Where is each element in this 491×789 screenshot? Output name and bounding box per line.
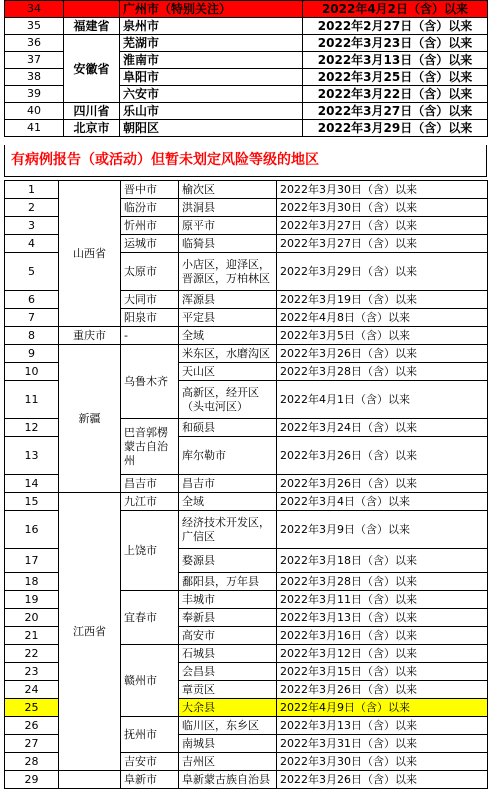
row-number: 28 [5,753,59,771]
date-cell: 2022年3月25日（含）以来 [303,69,488,86]
row-number: 5 [5,253,59,291]
city-cell: 广州市（特别关注） [120,1,303,18]
date-cell: 2022年3月26日（含）以来 [277,437,488,475]
row-number: 38 [5,69,64,86]
row-number: 12 [5,419,59,437]
city-cell: 淮南市 [120,52,303,69]
district-cell: 浑源县 [179,291,277,309]
district-cell: 会昌县 [179,663,277,681]
district-cell: 高安市 [179,627,277,645]
city-cell: 运城市 [121,235,179,253]
date-cell: 2022年3月26日（含）以来 [277,345,488,363]
district-cell: 小店区，迎泽区，晋源区，万柏林区 [179,253,277,291]
row-number: 16 [5,511,59,549]
city-cell: 阜阳市 [120,69,303,86]
table-row [5,327,488,345]
city-cell: 九江市 [121,493,179,511]
row-number: 35 [5,18,64,35]
district-cell: 高新区，经开区（头屯河区） [179,381,277,419]
district-cell: 南城县 [179,735,277,753]
district-cell: 吉州区 [179,753,277,771]
district-cell: 大余县 [179,699,277,717]
regions-table [4,180,488,789]
date-cell: 2022年3月26日（含）以来 [277,771,488,789]
date-cell: 2022年3月9日（含）以来 [277,511,488,549]
date-cell: 2022年3月15日（含）以来 [277,663,488,681]
row-number: 8 [5,327,59,345]
row-number: 17 [5,549,59,573]
district-cell: 石城县 [179,645,277,663]
province-cell: 福建省 [64,18,120,35]
row-number: 20 [5,609,59,627]
city-cell: 阳泉市 [121,309,179,327]
city-cell: 晋中市 [121,181,179,199]
date-cell: 2022年4月9日（含）以来 [277,699,488,717]
table-row [5,120,488,137]
district-cell: 昌吉市 [179,475,277,493]
city-cell: 吉安市 [121,753,179,771]
table-row [5,345,488,363]
city-cell: 芜湖市 [120,35,303,52]
date-cell: 2022年3月29日（含）以来 [277,253,488,291]
province-cell: 四川省 [64,103,120,120]
table-row [5,103,488,120]
date-cell: 2022年3月11日（含）以来 [277,591,488,609]
date-cell: 2022年3月13日（含）以来 [303,52,488,69]
row-number: 13 [5,437,59,475]
row-number: 7 [5,309,59,327]
city-cell: 赣州市 [121,645,179,717]
city-cell: 宜春市 [121,591,179,645]
date-cell: 2022年3月23日（含）以来 [303,35,488,52]
row-number: 4 [5,235,59,253]
city-cell: 泉州市 [120,18,303,35]
district-cell: 章贡区 [179,681,277,699]
city-cell: 抚州市 [121,717,179,753]
row-number: 19 [5,591,59,609]
date-cell: 2022年3月30日（含）以来 [277,199,488,217]
province-cell: 新疆 [59,345,121,493]
date-cell: 2022年4月8日（含）以来 [277,309,488,327]
date-cell: 2022年4月2日（含）以来 [303,1,488,18]
city-cell: 乐山市 [120,103,303,120]
province-cell [59,771,121,789]
district-cell: 全域 [179,493,277,511]
row-number: 18 [5,573,59,591]
row-number: 10 [5,363,59,381]
city-cell: 六安市 [120,86,303,103]
date-cell: 2022年3月12日（含）以来 [277,645,488,663]
city-cell: 昌吉市 [121,475,179,493]
row-number: 26 [5,717,59,735]
city-cell: 上饶市 [121,511,179,591]
table-row [5,18,488,35]
date-cell: 2022年3月27日（含）以来 [303,103,488,120]
row-number: 40 [5,103,64,120]
row-number: 23 [5,663,59,681]
province-cell: 江西省 [59,493,121,771]
table-row [5,1,488,18]
row-number: 9 [5,345,59,363]
date-cell: 2022年3月28日（含）以来 [277,573,488,591]
province-cell: 山西省 [59,181,121,327]
date-cell: 2022年3月27日（含）以来 [277,235,488,253]
date-cell: 2022年3月26日（含）以来 [277,681,488,699]
district-cell: 天山区 [179,363,277,381]
city-cell: 忻州市 [121,217,179,235]
row-number: 25 [5,699,59,717]
section-title: 有病例报告（或活动）但暂未划定风险等级的地区 [11,152,319,168]
row-number: 1 [5,181,59,199]
top-table [4,0,488,137]
city-cell: 乌鲁木齐 [121,345,179,419]
row-number: 22 [5,645,59,663]
district-cell: 平定县 [179,309,277,327]
district-cell: 奉新县 [179,609,277,627]
date-cell: 2022年3月4日（含）以来 [277,493,488,511]
city-cell: - [121,327,179,345]
city-cell: 太原市 [121,253,179,291]
city-cell: 巴音郭楞蒙古自治州 [121,419,179,475]
row-number: 2 [5,199,59,217]
date-cell: 2022年3月24日（含）以来 [277,419,488,437]
row-number: 27 [5,735,59,753]
date-cell: 2022年3月29日（含）以来 [303,120,488,137]
table-row [5,771,488,789]
district-cell: 全域 [179,327,277,345]
row-number: 15 [5,493,59,511]
date-cell: 2022年3月30日（含）以来 [277,753,488,771]
province-cell: 重庆市 [59,327,121,345]
date-cell: 2022年3月13日（含）以来 [277,717,488,735]
district-cell: 和硕县 [179,419,277,437]
district-cell: 丰城市 [179,591,277,609]
district-cell: 阜新蒙古族自治县 [179,771,277,789]
district-cell: 婺源县 [179,549,277,573]
table-row [5,181,488,199]
row-number: 3 [5,217,59,235]
city-cell: 阜新市 [121,771,179,789]
row-number: 11 [5,381,59,419]
city-cell: 大同市 [121,291,179,309]
date-cell: 2022年4月1日（含）以来 [277,381,488,419]
district-cell: 经济技术开发区，广信区 [179,511,277,549]
date-cell: 2022年3月18日（含）以来 [277,549,488,573]
row-number: 37 [5,52,64,69]
date-cell: 2022年3月30日（含）以来 [277,181,488,199]
row-number: 14 [5,475,59,493]
row-number: 29 [5,771,59,789]
date-cell: 2022年3月26日（含）以来 [277,475,488,493]
date-cell: 2022年3月22日（含）以来 [303,86,488,103]
province-cell [64,1,120,18]
row-number: 34 [5,1,64,18]
date-cell: 2022年3月16日（含）以来 [277,627,488,645]
row-number: 41 [5,120,64,137]
district-cell: 临川区，东乡区 [179,717,277,735]
district-cell: 原平市 [179,217,277,235]
date-cell: 2022年3月31日（含）以来 [277,735,488,753]
row-number: 6 [5,291,59,309]
date-cell: 2022年3月19日（含）以来 [277,291,488,309]
date-cell: 2022年3月28日（含）以来 [277,363,488,381]
date-cell: 2022年2月27日（含）以来 [303,18,488,35]
district-cell: 米东区，水磨沟区 [179,345,277,363]
row-number: 39 [5,86,64,103]
table-row [5,493,488,511]
city-cell: 临汾市 [121,199,179,217]
city-cell: 朝阳区 [120,120,303,137]
district-cell: 榆次区 [179,181,277,199]
row-number: 24 [5,681,59,699]
table-row [5,35,488,52]
date-cell: 2022年3月5日（含）以来 [277,327,488,345]
district-cell: 鄱阳县，万年县 [179,573,277,591]
date-cell: 2022年3月13日（含）以来 [277,609,488,627]
province-cell: 北京市 [64,120,120,137]
section-heading [4,145,487,177]
row-number: 21 [5,627,59,645]
district-cell: 临猗县 [179,235,277,253]
row-number: 36 [5,35,64,52]
province-cell: 安徽省 [64,35,120,103]
date-cell: 2022年3月27日（含）以来 [277,217,488,235]
district-cell: 库尔勒市 [179,437,277,475]
district-cell: 洪洞县 [179,199,277,217]
